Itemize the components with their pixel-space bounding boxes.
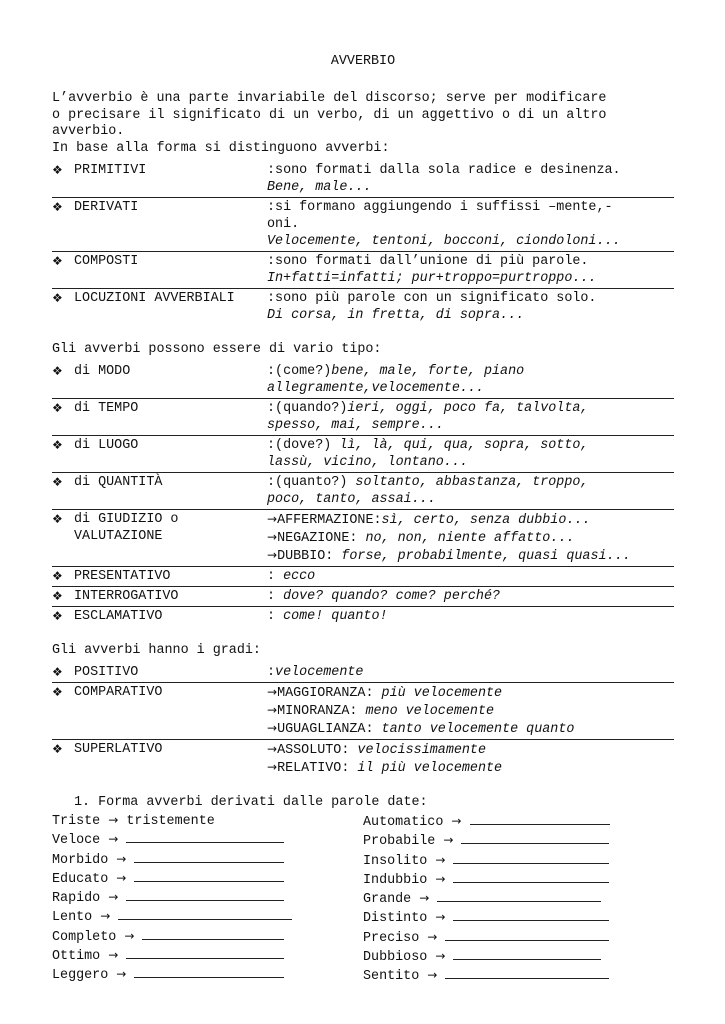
exercise-word: Insolito	[363, 853, 428, 869]
form-definition: :sono formati dall’unione di più parole.	[267, 254, 589, 269]
answer-blank[interactable]	[445, 928, 609, 941]
form-definition: :si formano aggiungendo i suffissi –mente,-	[267, 200, 613, 215]
diamond-bullet-icon: ❖	[52, 665, 63, 679]
degree-example: più velocemente	[381, 686, 503, 701]
degree-prefix: :	[267, 665, 276, 680]
exercise-word: Sentito	[363, 969, 420, 985]
arrow-icon: →	[267, 721, 278, 735]
diamond-bullet-icon: ❖	[52, 609, 63, 623]
diamond-bullet-icon: ❖	[52, 364, 63, 378]
exercise-word: Grande	[363, 892, 412, 908]
table-row	[52, 436, 674, 473]
exercise-item	[363, 831, 674, 850]
arrow-icon: →	[443, 833, 454, 848]
exercise-word: Lento	[52, 910, 93, 926]
degree-example: meno velocemente	[365, 704, 495, 719]
type-name: ESCLAMATIVO	[74, 609, 163, 624]
exercise-word: Dubbioso	[363, 950, 428, 966]
answer-blank[interactable]	[445, 966, 609, 979]
arrow-icon: →	[267, 548, 278, 562]
exercise-item	[363, 812, 674, 831]
judgment-examples: forse, probabilmente, quasi quasi...	[341, 549, 631, 564]
exercise-word: Indubbio	[363, 872, 428, 888]
diamond-bullet-icon: ❖	[52, 438, 63, 452]
arrow-icon: →	[435, 949, 446, 964]
type-name-continued: VALUTAZIONE	[74, 529, 163, 544]
type-prefix: :	[267, 609, 284, 624]
degree-label: RELATIVO:	[277, 761, 358, 776]
table-row	[52, 362, 674, 399]
type-examples-continued: poco, tanto, assai...	[267, 492, 436, 507]
degree-name: SUPERLATIVO	[74, 742, 163, 757]
exercise-word: Morbido	[52, 852, 109, 868]
exercise-item	[363, 889, 674, 908]
exercise-word: Preciso	[363, 930, 420, 946]
type-name: PRESENTATIVO	[74, 569, 171, 584]
answer-blank[interactable]	[142, 927, 284, 940]
judgment-examples: sì, certo, senza dubbio...	[381, 513, 591, 528]
type-examples: ecco	[283, 569, 316, 584]
diamond-bullet-icon: ❖	[52, 475, 63, 489]
intro-line: L’avverbio è una parte invariabile del discorso; serve per modificare	[52, 91, 607, 106]
type-examples: lì, là, qui, qua, sopra, sotto,	[339, 438, 589, 453]
arrow-icon: →	[108, 890, 119, 905]
answer-blank[interactable]	[134, 965, 284, 978]
exercise-item	[52, 965, 363, 984]
diamond-bullet-icon: ❖	[52, 254, 63, 268]
diamond-bullet-icon: ❖	[52, 401, 63, 415]
type-name: di LUOGO	[74, 438, 139, 453]
diamond-bullet-icon: ❖	[52, 742, 63, 756]
degree-example: tanto velocemente quanto	[381, 722, 575, 737]
table-row	[52, 683, 674, 740]
arrow-icon: →	[108, 813, 119, 827]
form-name: LOCUZIONI AVVERBIALI	[74, 291, 235, 306]
table-row	[52, 510, 674, 567]
exercise-example	[52, 812, 363, 830]
table-row	[52, 161, 674, 198]
exercise-item	[363, 928, 674, 947]
type-question: :(quanto?)	[267, 475, 356, 490]
exercise-item	[52, 927, 363, 946]
exercise-item	[52, 907, 363, 926]
diamond-bullet-icon: ❖	[52, 685, 63, 699]
exercise-word: Veloce	[52, 833, 101, 849]
table-row	[52, 663, 674, 683]
type-question: :(come?)	[267, 364, 332, 379]
arrow-icon: →	[108, 948, 119, 963]
type-examples: bene, male, forte, piano	[331, 364, 525, 379]
page-title: AVVERBIO	[330, 54, 396, 69]
arrow-icon: →	[435, 852, 446, 867]
forms-table	[52, 161, 674, 325]
answer-blank[interactable]	[118, 907, 292, 920]
arrow-icon: →	[435, 871, 446, 886]
exercise-word: Leggero	[52, 968, 109, 984]
answer-blank[interactable]	[453, 947, 601, 960]
degree-name: POSITIVO	[74, 665, 139, 680]
intro-line: o precisare il significato di un verbo, di un aggettivo o di un altro	[52, 107, 607, 123]
type-prefix: :	[267, 589, 284, 604]
intro-line: In base alla forma si distinguono avverbi:	[52, 140, 390, 156]
arrow-icon: →	[116, 967, 127, 982]
type-name: di MODO	[74, 364, 131, 379]
table-row	[52, 289, 674, 325]
type-name: di GIUDIZIO o	[74, 512, 179, 527]
judgment-label: NEGAZIONE:	[277, 531, 366, 546]
answer-blank[interactable]	[453, 908, 609, 921]
form-name: PRIMITIVI	[74, 163, 147, 178]
form-examples: Di corsa, in fretta, di sopra...	[267, 308, 525, 323]
arrow-icon: →	[435, 910, 446, 925]
degrees-heading: Gli avverbi hanno i gradi:	[52, 643, 261, 658]
type-examples: soltanto, abbastanza, troppo,	[355, 475, 589, 490]
table-row	[52, 252, 674, 289]
arrow-icon: →	[451, 814, 462, 828]
exercise-left-column	[52, 812, 363, 986]
diamond-bullet-icon: ❖	[52, 163, 63, 177]
type-examples: ieri, oggi, poco fa, talvolta,	[347, 401, 589, 416]
exercise-item	[52, 869, 363, 888]
exercise-answer: tristemente	[126, 814, 215, 829]
exercise-item	[52, 850, 363, 869]
form-examples: Velocemente, tentoni, bocconi, ciondoloni...	[267, 234, 621, 249]
types-heading: Gli avverbi possono essere di vario tipo:	[52, 342, 382, 357]
exercise-word: Rapido	[52, 891, 101, 907]
diamond-bullet-icon: ❖	[52, 589, 63, 603]
judgment-label: AFFERMAZIONE:	[277, 513, 382, 528]
answer-blank[interactable]	[461, 831, 609, 844]
degrees-table	[52, 663, 674, 778]
degree-label: UGUAGLIANZA:	[277, 722, 382, 737]
form-name: COMPOSTI	[74, 254, 139, 269]
form-definition: :sono più parole con un significato solo.	[267, 291, 597, 306]
exercise-title: 1. Forma avverbi derivati dalle parole date:	[74, 795, 428, 810]
exercise-item	[52, 830, 363, 849]
table-row	[52, 399, 674, 436]
arrow-icon: →	[267, 512, 278, 526]
exercise-word: Automatico	[363, 815, 444, 830]
answer-blank[interactable]	[126, 946, 284, 959]
arrow-icon: →	[427, 968, 438, 983]
type-examples-continued: lassù, vicino, lontano...	[267, 455, 468, 470]
form-examples: In+fatti=infatti; pur+troppo=purtroppo...	[267, 271, 597, 286]
exercise-item	[363, 870, 674, 889]
intro-paragraph	[52, 91, 674, 157]
type-prefix: :	[267, 569, 284, 584]
arrow-icon: →	[124, 928, 135, 943]
worksheet-page	[52, 53, 674, 986]
arrow-icon: →	[116, 851, 127, 866]
exercise-item	[52, 946, 363, 965]
degree-label: MAGGIORANZA:	[277, 686, 382, 701]
form-name: DERIVATI	[74, 200, 139, 215]
arrow-icon: →	[108, 832, 119, 847]
exercise-item	[363, 966, 674, 985]
degree-example: il più velocemente	[357, 761, 503, 776]
arrow-icon: →	[267, 703, 278, 717]
degree-name: COMPARATIVO	[74, 685, 163, 700]
table-row	[52, 607, 674, 626]
type-examples-continued: spesso, mai, sempre...	[267, 418, 444, 433]
type-name: di QUANTITÀ	[74, 475, 163, 490]
exercise-item	[363, 851, 674, 870]
exercise-grid	[52, 812, 674, 986]
type-name: di TEMPO	[74, 401, 139, 416]
table-row	[52, 473, 674, 510]
diamond-bullet-icon: ❖	[52, 200, 63, 214]
type-examples: come! quanto!	[283, 609, 388, 624]
type-question: :(dove?)	[267, 438, 340, 453]
types-table	[52, 362, 674, 626]
answer-blank[interactable]	[453, 870, 609, 883]
degree-example: velocissimamente	[357, 743, 486, 758]
table-row	[52, 567, 674, 587]
judgment-examples: no, non, niente affatto...	[365, 531, 575, 546]
answer-blank[interactable]	[134, 850, 284, 863]
degree-example: velocemente	[275, 665, 364, 680]
diamond-bullet-icon: ❖	[52, 291, 63, 305]
arrow-icon: →	[419, 891, 430, 906]
type-name: INTERROGATIVO	[74, 589, 179, 604]
exercise-word: Distinto	[363, 911, 428, 927]
answer-blank[interactable]	[134, 869, 284, 882]
arrow-icon: →	[267, 742, 278, 756]
arrow-icon: →	[427, 929, 438, 944]
diamond-bullet-icon: ❖	[52, 512, 63, 526]
exercise-item	[363, 908, 674, 927]
type-question: :(quando?)	[267, 401, 348, 416]
form-examples: Bene, male...	[267, 180, 372, 195]
form-definition-continued: oni.	[267, 217, 300, 232]
exercise-item	[52, 888, 363, 907]
exercise-word: Ottimo	[52, 949, 101, 965]
table-row	[52, 198, 674, 252]
exercise-word: Completo	[52, 929, 117, 945]
degree-label: ASSOLUTO:	[277, 743, 358, 758]
arrow-icon: →	[267, 685, 278, 699]
judgment-label: DUBBIO:	[277, 549, 342, 564]
exercise-word: Probabile	[363, 834, 436, 850]
type-examples: dove? quando? come? perché?	[283, 589, 501, 604]
intro-line: avverbio.	[52, 124, 125, 139]
exercise-right-column	[363, 812, 674, 986]
diamond-bullet-icon: ❖	[52, 569, 63, 583]
arrow-icon: →	[100, 909, 111, 924]
answer-blank[interactable]	[126, 830, 284, 843]
answer-blank[interactable]	[437, 889, 601, 902]
answer-blank[interactable]	[126, 888, 284, 901]
arrow-icon: →	[267, 760, 278, 774]
table-row	[52, 740, 674, 778]
type-examples-continued: allegramente,velocemente...	[267, 381, 484, 396]
answer-blank[interactable]	[470, 812, 610, 825]
exercise-word: Triste	[52, 814, 101, 829]
exercise-word: Educato	[52, 871, 109, 887]
exercise-item	[363, 947, 674, 966]
degree-label: MINORANZA:	[277, 704, 366, 719]
form-definition: :sono formati dalla sola radice e desinenza.	[267, 163, 621, 178]
table-row	[52, 587, 674, 607]
arrow-icon: →	[116, 870, 127, 885]
answer-blank[interactable]	[453, 851, 609, 864]
arrow-icon: →	[267, 530, 278, 544]
